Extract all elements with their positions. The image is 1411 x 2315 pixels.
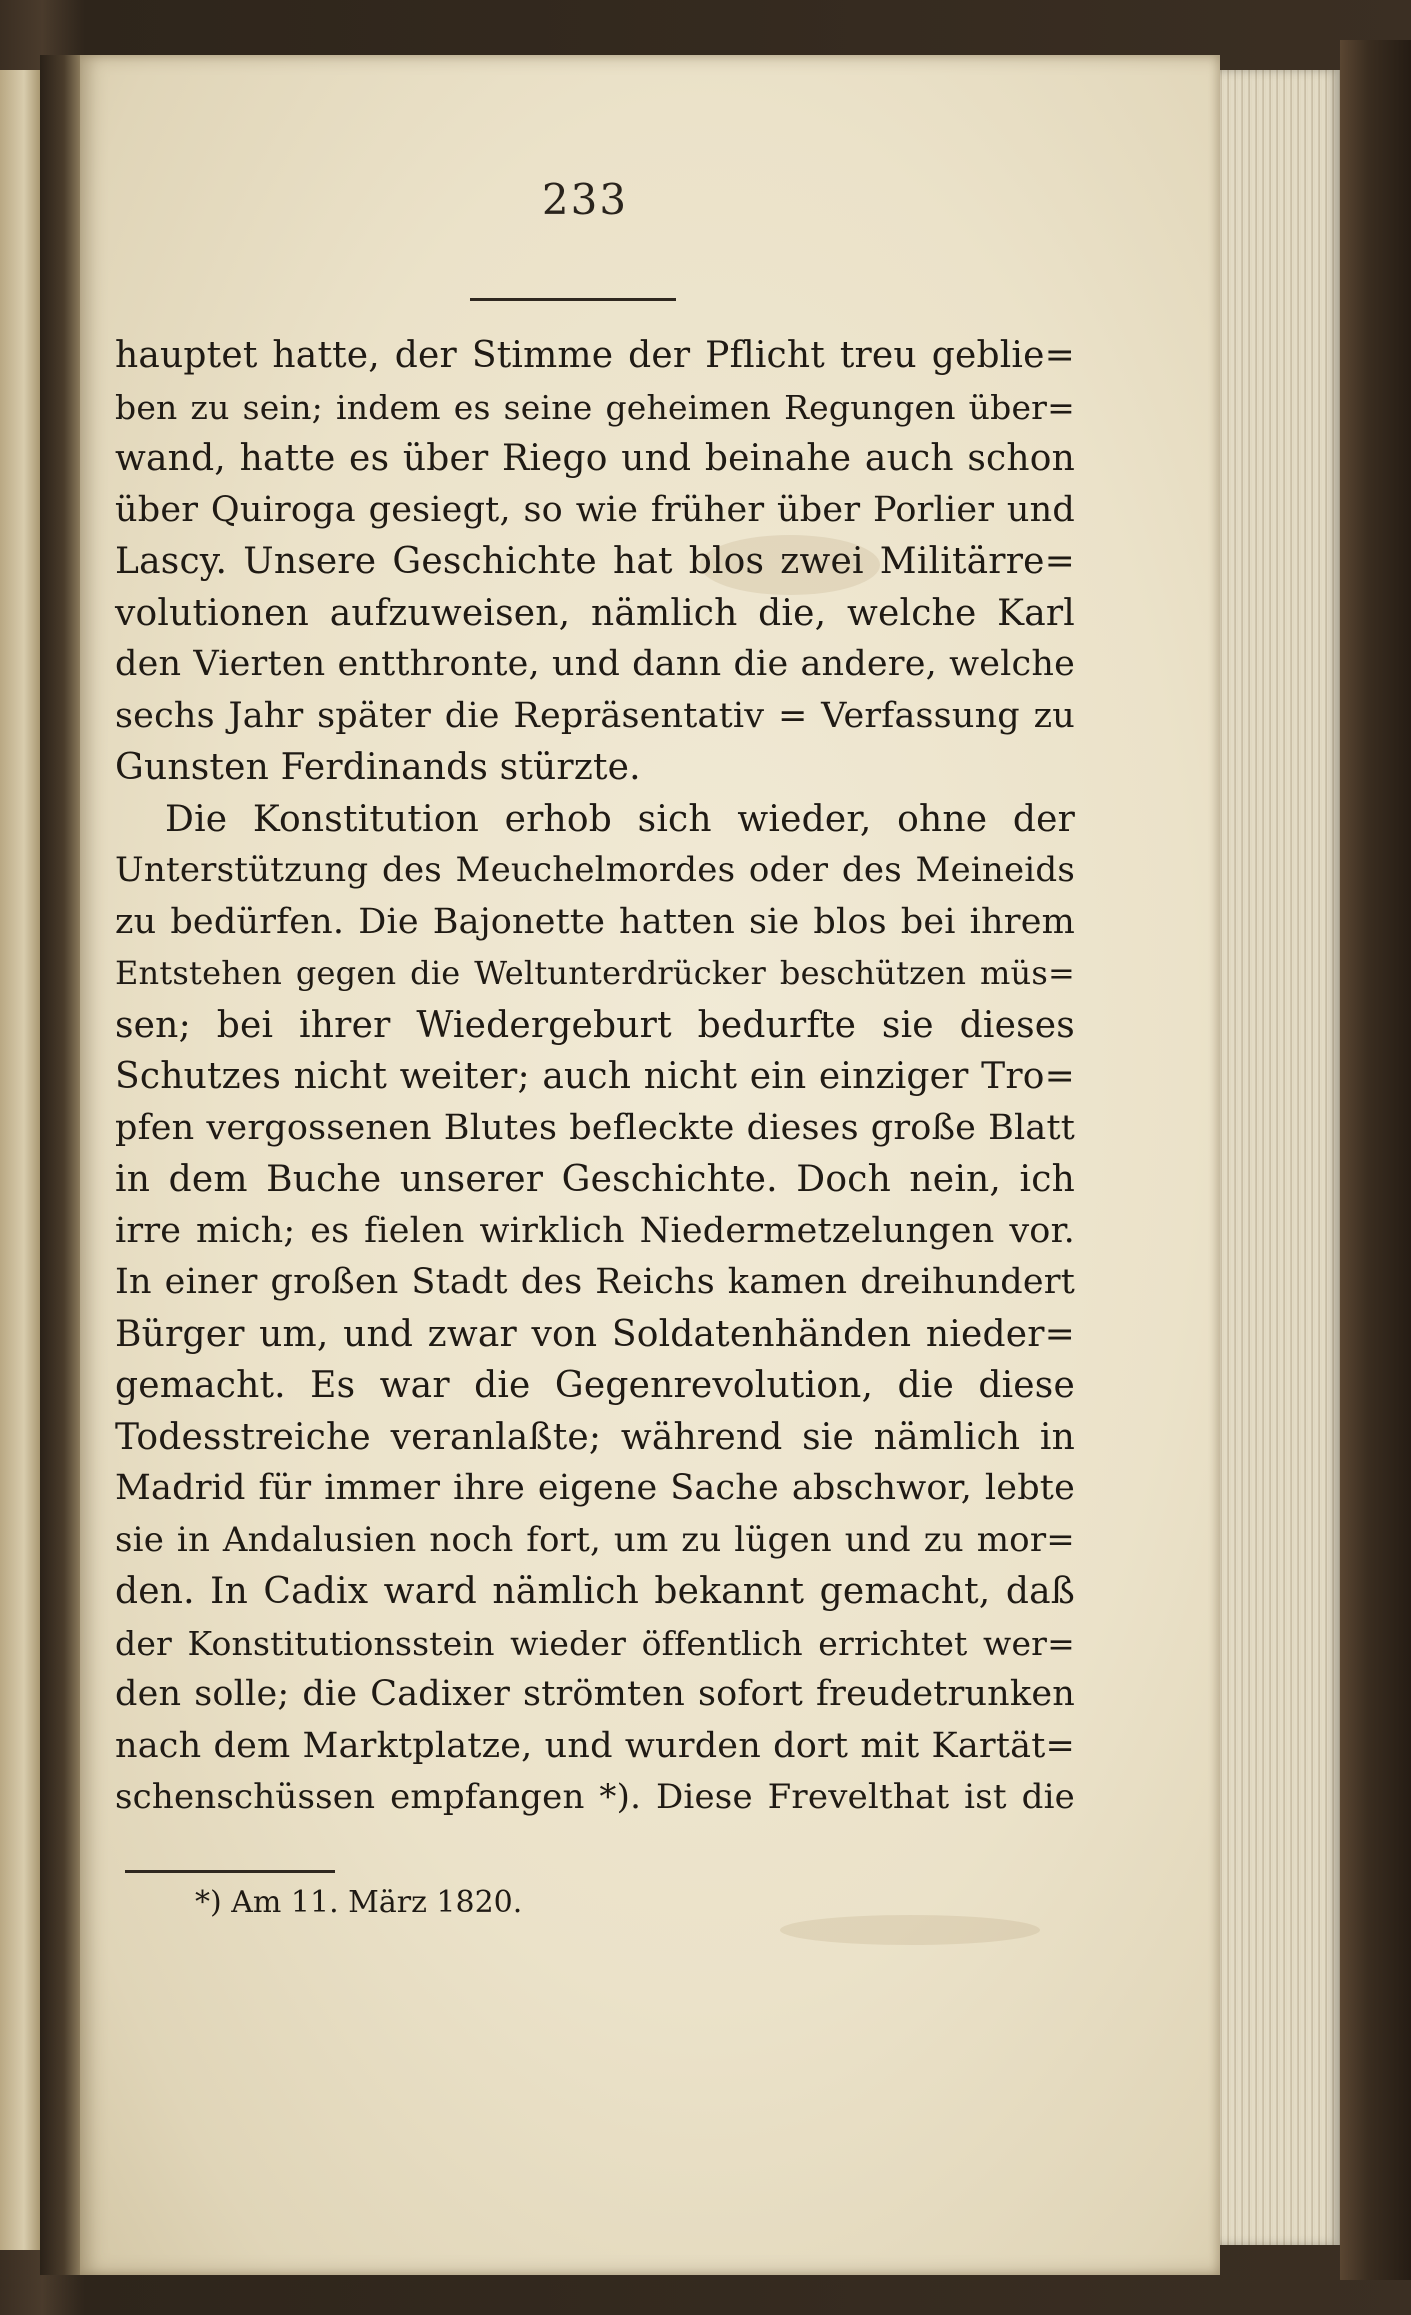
book-gutter <box>40 55 80 2275</box>
text-line: Unterstützung des Meuchelmordes oder des Meineids <box>115 850 1075 890</box>
text-line: schenschüssen empfangen *). Diese Frevelthat ist die <box>115 1777 1075 1817</box>
paper-stain <box>780 1915 1040 1945</box>
text-line: Madrid für immer ihre eigene Sache abschwor, lebte <box>115 1468 1075 1508</box>
text-line: wand, hatte es über Riego und beinahe auch schon <box>115 438 1075 479</box>
header-rule <box>470 298 676 301</box>
text-line: in dem Buche unserer Geschichte. Doch nein, ich <box>115 1159 1075 1200</box>
text-line: den Vierten entthronte, und dann die andere, welche <box>115 644 1075 684</box>
previous-page-edge <box>0 70 42 2250</box>
footnote-rule <box>125 1870 335 1873</box>
body-text <box>115 330 1075 1824</box>
text-line: ben zu sein; indem es seine geheimen Regungen über= <box>115 387 1075 427</box>
text-line: den solle; die Cadixer strömten sofort freudetrunken <box>115 1674 1075 1714</box>
text-line: gemacht. Es war die Gegenrevolution, die diese <box>115 1365 1075 1406</box>
text-line: den. In Cadix ward nämlich bekannt gemacht, daß <box>115 1571 1075 1612</box>
text-line: Gunsten Ferdinands stürzte. <box>115 747 641 788</box>
text-line: volutionen aufzuweisen, nämlich die, welche Karl <box>115 592 1075 634</box>
text-line: zu bedürfen. Die Bajonette hatten sie blos bei ihrem <box>115 901 1075 942</box>
text-line: Schutzes nicht weiter; auch nicht ein einziger Tro= <box>115 1056 1075 1097</box>
text-line: hauptet hatte, der Stimme der Pflicht treu geblie= <box>115 335 1075 376</box>
text-line: sie in Andalusien noch fort, um zu lügen und zu mor= <box>115 1519 1075 1560</box>
text-line: Bürger um, und zwar von Soldatenhänden nieder= <box>115 1313 1075 1355</box>
cover-edge <box>1340 40 1411 2280</box>
footnote: *) Am 11. März 1820. <box>195 1885 523 1920</box>
text-line: sechs Jahr später die Repräsentativ = Verfassung zu <box>115 695 1075 736</box>
text-line: über Quiroga gesiegt, so wie früher über Porlier und <box>115 489 1075 530</box>
text-line: Lascy. Unsere Geschichte hat blos zwei Militärre= <box>115 541 1075 582</box>
page-stack-edges <box>1210 70 1340 2245</box>
text-line: Entstehen gegen die Weltunterdrücker beschützen müs= <box>115 954 1075 992</box>
text-line: Die Konstitution erhob sich wieder, ohne der <box>165 798 1075 840</box>
text-line: der Konstitutionsstein wieder öffentlich errichtet wer= <box>115 1623 1075 1663</box>
page-number: 233 <box>541 175 629 224</box>
text-line: Todesstreiche veranlaßte; während sie nämlich in <box>115 1416 1075 1458</box>
text-line: In einer großen Stadt des Reichs kamen dreihundert <box>115 1262 1075 1302</box>
text-line: nach dem Marktplatze, und wurden dort mit Kartät= <box>115 1725 1075 1766</box>
text-line: irre mich; es fielen wirklich Niedermetzelungen vor. <box>115 1210 1075 1251</box>
text-line: pfen vergossenen Blutes befleckte dieses große Blatt <box>115 1107 1075 1148</box>
text-line: sen; bei ihrer Wiedergeburt bedurfte sie dieses <box>115 1004 1075 1046</box>
